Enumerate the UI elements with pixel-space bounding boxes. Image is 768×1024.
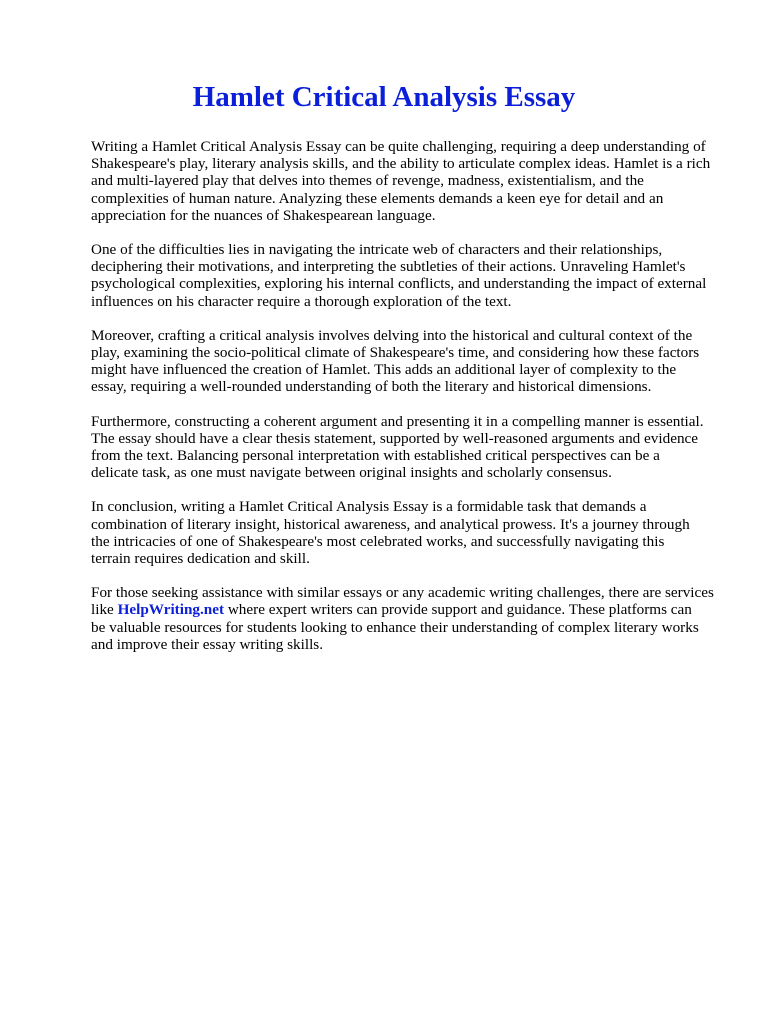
paragraph-line: complexities of human nature. Analyzing these elements demands a keen eye for detail and an bbox=[91, 189, 664, 207]
paragraph-line: psychological complexities, exploring his internal conflicts, and understanding the impact of external bbox=[91, 275, 707, 293]
paragraph-line: the intricacies of one of Shakespeare's most celebrated works, and successfully navigating this bbox=[91, 532, 665, 550]
paragraph-line: Writing a Hamlet Critical Analysis Essay can be quite challenging, requiring a deep understanding of bbox=[91, 138, 706, 155]
closing-line-2-suffix: where expert writers can provide support and guidance. These platforms can bbox=[224, 601, 692, 619]
essay-paragraph bbox=[91, 327, 720, 396]
essay-paragraph bbox=[91, 498, 720, 567]
paragraph-line: and multi-layered play that delves into themes of revenge, madness, existentialism, and the bbox=[91, 172, 644, 190]
paragraph-line: One of the difficulties lies in navigating the intricate web of characters and their relationships, bbox=[91, 241, 663, 259]
essay-paragraph bbox=[91, 241, 720, 310]
page-title: Hamlet Critical Analysis Essay bbox=[192, 81, 576, 113]
essay-paragraph bbox=[91, 138, 720, 224]
paragraph-line: terrain requires dedication and skill. bbox=[91, 550, 310, 568]
paragraph-line: The essay should have a clear thesis statement, supported by well-reasoned arguments and evidence bbox=[91, 429, 699, 447]
paragraph-line: Moreover, crafting a critical analysis involves delving into the historical and cultural context of the bbox=[91, 326, 693, 344]
closing-line-2-prefix: like bbox=[91, 601, 118, 619]
paragraph-line: appreciation for the nuances of Shakespearean language. bbox=[91, 206, 436, 224]
closing-paragraph bbox=[91, 584, 720, 653]
essay-paragraph bbox=[91, 413, 720, 482]
paragraph-line: Shakespeare's play, literary analysis skills, and the ability to articulate complex ideas. Hamlet is a rich bbox=[91, 155, 711, 173]
paragraph-line: essay, requiring a well-rounded understanding of both the literary and historical dimensions. bbox=[91, 378, 652, 396]
paragraph-line: delicate task, as one must navigate between original insights and scholarly consensus. bbox=[91, 464, 612, 482]
paragraph-line: deciphering their motivations, and interpreting the subtleties of their actions. Unraveling Hamlet's bbox=[91, 258, 686, 276]
paragraph-line: Furthermore, constructing a coherent argument and presenting it in a compelling manner is essential. bbox=[91, 412, 704, 430]
closing-line-2 bbox=[91, 601, 720, 618]
paragraph-line: from the text. Balancing personal interpretation with established critical perspectives can be a bbox=[91, 447, 660, 465]
helpwriting-link[interactable]: HelpWriting.net bbox=[117, 601, 225, 619]
paragraph-line: In conclusion, writing a Hamlet Critical Analysis Essay is a formidable task that demands a bbox=[91, 498, 647, 516]
paragraph-line: influences on his character require a thorough exploration of the text. bbox=[91, 292, 512, 310]
paragraph-line: might have influenced the creation of Hamlet. This adds an additional layer of complexity to the bbox=[91, 361, 677, 379]
closing-line-1: For those seeking assistance with similar essays or any academic writing challenges, there are services bbox=[91, 584, 714, 602]
closing-line-4: and improve their essay writing skills. bbox=[91, 635, 323, 653]
essay-body bbox=[91, 138, 720, 567]
closing-line-3: be valuable resources for students looking to enhance their understanding of complex literary works bbox=[91, 618, 699, 636]
paragraph-line: combination of literary insight, historical awareness, and analytical prowess. It's a journey through bbox=[91, 515, 690, 533]
paragraph-line: play, examining the socio-political climate of Shakespeare's time, and considering how these factors bbox=[91, 344, 700, 362]
